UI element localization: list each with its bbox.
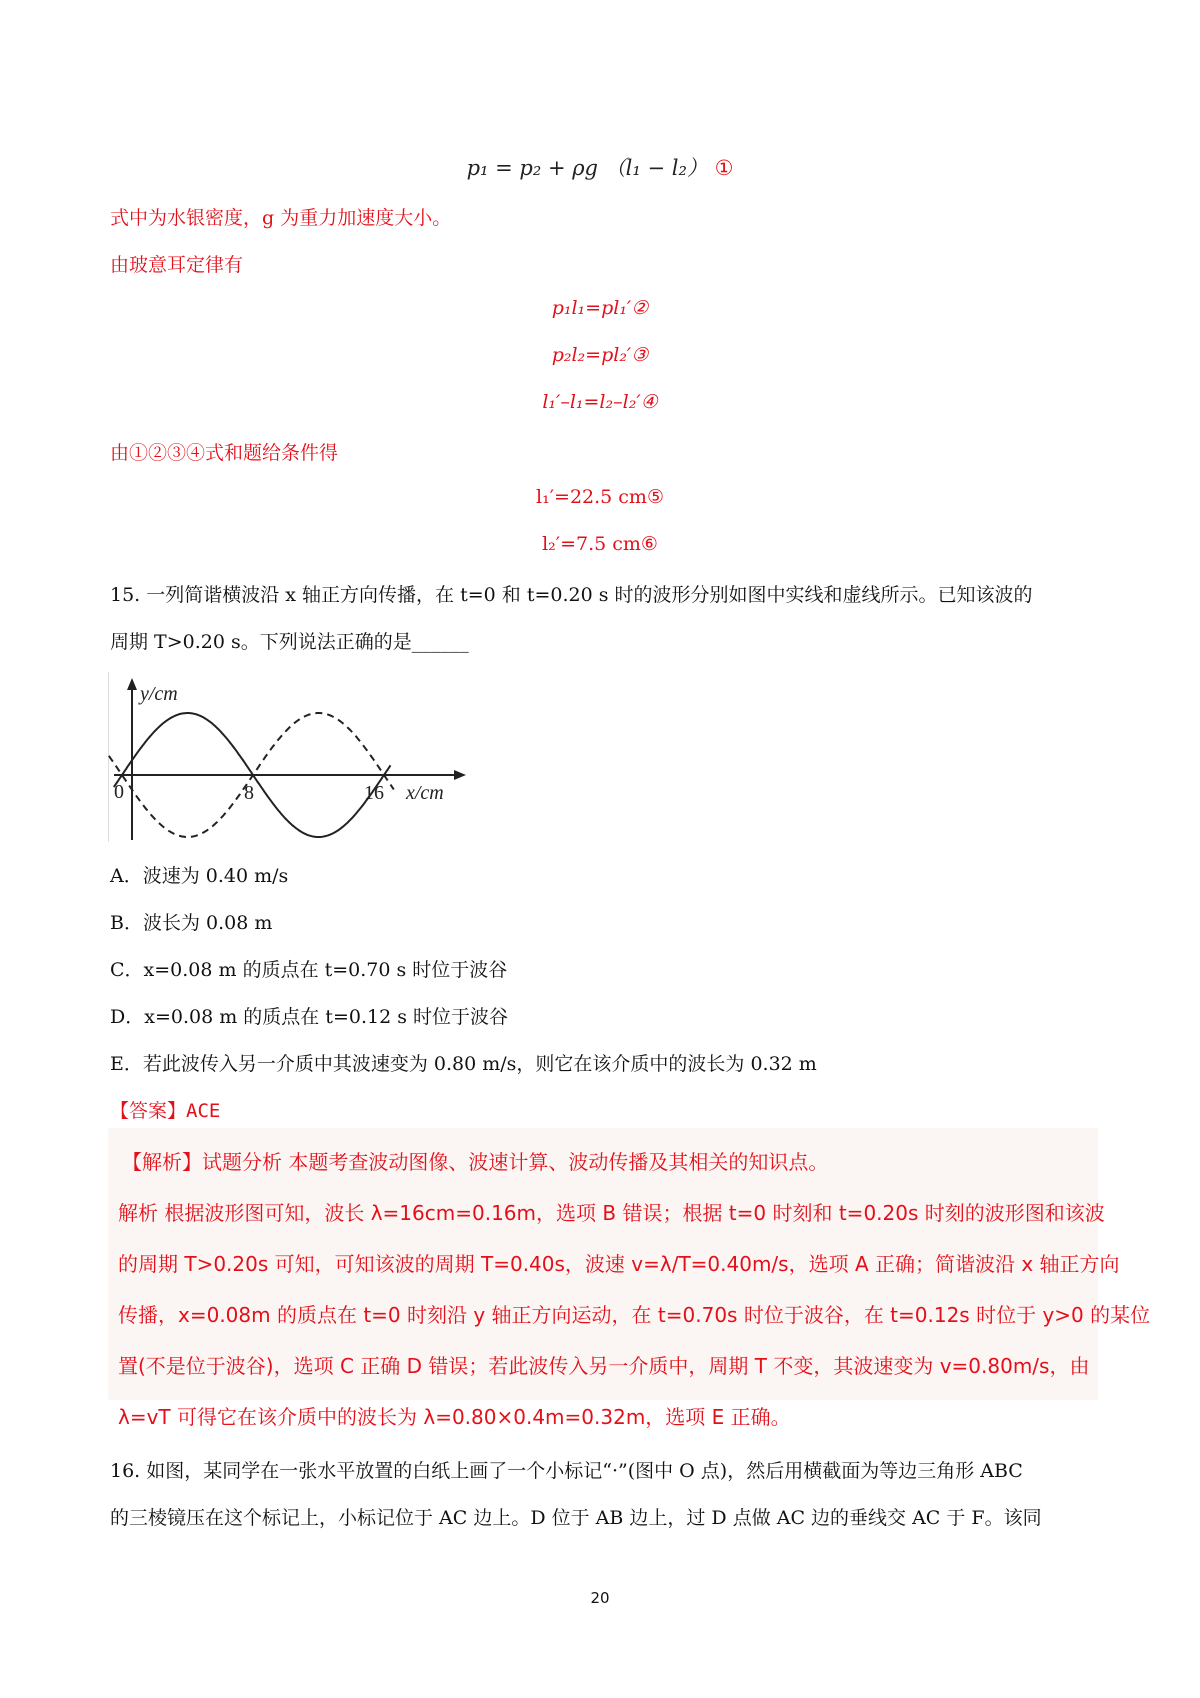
tick-label-16: 16	[364, 782, 384, 804]
equation-2: p₁l₁=pl₁′②	[551, 297, 649, 319]
option-d: D．x=0.08 m 的质点在 t=0.12 s 时位于波谷	[110, 1006, 508, 1028]
x-axis-arrow	[454, 770, 466, 780]
analysis-line-5: 置(不是位于波谷)，选项 C 正确 D 错误；若此波传入另一介质中，周期 T 不变，其波速变为 v=0.80m/s，由	[118, 1354, 1090, 1378]
option-a: A．波速为 0.40 m/s	[110, 865, 289, 887]
equation-1	[0, 152, 1200, 182]
question-15-stem-line-2: 周期 T>0.20 s。下列说法正确的是______	[110, 631, 469, 653]
tick-label-8: 8	[244, 782, 254, 804]
y-axis-label: y/cm	[140, 683, 178, 705]
equation-3: p₂l₂=pl₂′③	[551, 344, 649, 366]
question-16-line-2: 的三棱镜压在这个标记上，小标记位于 AC 边上。D 位于 AB 边上，过 D 点做 AC 边的垂线交 AC 于 F。该同	[110, 1507, 1042, 1529]
option-e: E．若此波传入另一介质中其波速变为 0.80 m/s，则它在该介质中的波长为 0.32 m	[110, 1053, 817, 1075]
option-c: C．x=0.08 m 的质点在 t=0.70 s 时位于波谷	[110, 959, 508, 981]
answer-text: 【答案】ACE	[110, 1100, 221, 1122]
equation-5: l₁′=22.5 cm⑤	[536, 486, 664, 508]
answer	[110, 1096, 220, 1123]
option-b: B．波长为 0.08 m	[110, 912, 273, 934]
question-15-stem-line-1: 15. 一列简谐横波沿 x 轴正方向传播，在 t=0 和 t=0.20 s 时的波形分别如图中实线和虚线所示。已知该波的	[110, 584, 1033, 606]
wave-graph	[108, 672, 488, 842]
analysis-line-4: 传播，x=0.08m 的质点在 t=0 时刻沿 y 轴正方向运动，在 t=0.70s 时位于波谷，在 t=0.12s 时位于 y>0 的某位	[118, 1303, 1151, 1327]
y-axis-arrow	[127, 678, 137, 690]
analysis-line-2: 解析 根据波形图可知，波长 λ=16cm=0.16m，选项 B 错误；根据 t=0 时刻和 t=0.20s 时刻的波形图和该波	[118, 1201, 1105, 1225]
equation-1-text: p₁ = p₂ + ρg （l₁ − l₂）	[466, 156, 708, 180]
analysis-line-6: λ=vT 可得它在该介质中的波长为 λ=0.80×0.4m=0.32m，选项 E 正确。	[118, 1405, 791, 1429]
solution-line-3: 由①②③④式和题给条件得	[110, 442, 339, 464]
equation-6: l₂′=7.5 cm⑥	[542, 533, 658, 555]
solution-line-2: 由玻意耳定律有	[110, 254, 244, 276]
question-16-line-1: 16. 如图，某同学在一张水平放置的白纸上画了一个小标记“·”(图中 O 点)，然后用横截面为等边三角形 ABC	[110, 1460, 1023, 1482]
equation-4: l₁′–l₁=l₂–l₂′④	[542, 391, 658, 413]
tick-label-0: 0	[114, 781, 124, 803]
x-axis-label: x/cm	[406, 782, 444, 804]
analysis-line-1: 【解析】试题分析 本题考查波动图像、波速计算、波动传播及其相关的知识点。	[122, 1150, 829, 1174]
page-number: 20	[590, 1589, 610, 1607]
solution-line-1: 式中为水银密度，g 为重力加速度大小。	[110, 207, 452, 229]
analysis-line-3: 的周期 T>0.20s 可知，可知该波的周期 T=0.40s，波速 v=λ/T=0.40m/s，选项 A 正确；简谐波沿 x 轴正方向	[118, 1252, 1120, 1276]
equation-1-mark: ①	[714, 156, 734, 180]
